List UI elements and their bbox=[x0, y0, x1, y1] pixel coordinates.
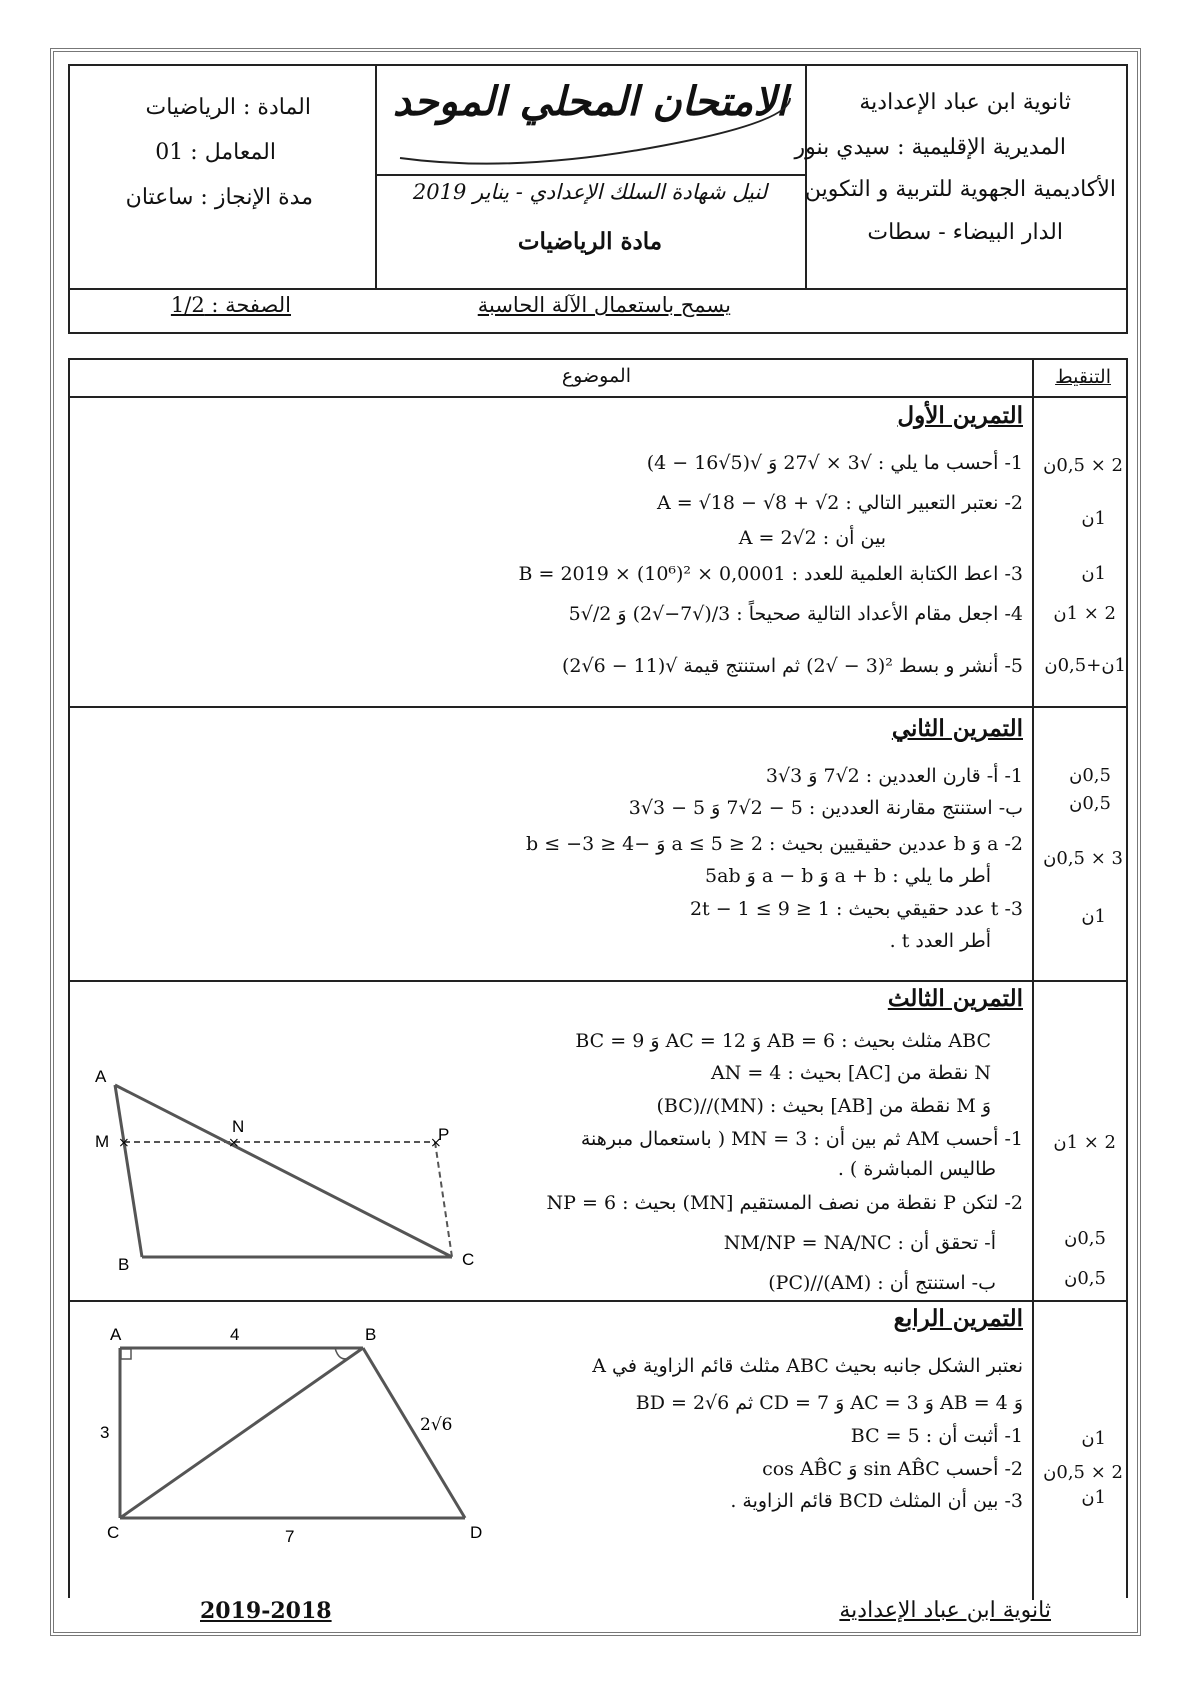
ex2-q2b: أطر ما يلي : a + b وَ a − b وَ 5ab bbox=[705, 865, 991, 887]
ex4-line2: وَ AB = 4 وَ AC = 3 وَ CD = 7 ثم BD = 2√6 bbox=[635, 1392, 1023, 1414]
ex2-q1b: ب- استنتج مقارنة العددين : 5 − 2√7 وَ 5 − 3√3 bbox=[628, 797, 1023, 819]
ex3-label-b: B bbox=[118, 1255, 130, 1274]
ex3-label-n: N bbox=[232, 1117, 245, 1136]
ex4-len-cd: 7 bbox=[285, 1527, 295, 1546]
ex4-len-ac: 3 bbox=[100, 1423, 110, 1442]
ex2-pts-3: 3 × 0,5ن bbox=[1043, 848, 1123, 869]
ex3-label-p: P bbox=[438, 1125, 450, 1144]
academy: الأكاديمية الجهوية للتربية و التكوين bbox=[804, 177, 1116, 202]
ex4-pts-3: 1ن bbox=[1081, 1487, 1106, 1508]
footer-year: 2019-2018 bbox=[200, 1598, 332, 1624]
calculator-note: يسمح باستعمال الآلة الحاسبة bbox=[477, 293, 731, 317]
footer-school: ثانوية ابن عباد الإعدادية bbox=[839, 1598, 1051, 1623]
ex3-pts-3: 0,5ن bbox=[1064, 1268, 1106, 1289]
svg-text:×: × bbox=[430, 1135, 442, 1151]
logo-flourish bbox=[390, 78, 800, 178]
ex3-line6: 2- لتكن P نقطة من نصف المستقيم [MN) بحيث : NP = 6 bbox=[546, 1192, 1023, 1214]
ex1-q5: 5- أنشر و بسط ²(3 − √2) ثم استنتج قيمة √(11 − 6√2) bbox=[561, 655, 1023, 677]
ex1-q1: 1- أحسب ما يلي : √3 × √27 وَ √(5√16 − 4) bbox=[646, 452, 1023, 474]
ex4-label-c: C bbox=[107, 1523, 120, 1542]
ex2-q2: 2- a وَ b عددين حقيقيين بحيث : 2 ≤ a ≤ 5 وَ −4 ≤ b ≤ −3 bbox=[526, 833, 1023, 855]
ex3-pts-2: 0,5ن bbox=[1064, 1228, 1106, 1249]
subject-field: المادة : الرياضيات bbox=[145, 95, 311, 120]
ex4-pts-1: 1ن bbox=[1081, 1428, 1106, 1449]
page-number: الصفحة : 1/2 bbox=[170, 293, 291, 317]
ex4-line3: 1- أثبت أن : BC = 5 bbox=[850, 1425, 1023, 1447]
ex1-pts-1: 2 × 0,5ن bbox=[1043, 455, 1123, 476]
ex3-line7: أ- تحقق أن : NM/NP = NA/NC bbox=[723, 1232, 996, 1254]
ex3-title: التمرين الثالث bbox=[887, 985, 1023, 1012]
ex1-q2b: بين أن : A = 2√2 bbox=[738, 527, 886, 549]
ex1-q4: 4- اجعل مقام الأعداد التالية صحيحاً : 3/(√7−√2) وَ 2/√5 bbox=[568, 603, 1023, 625]
duration-field: مدة الإنجاز : ساعتان bbox=[125, 185, 313, 210]
ex3-line8: ب- استنتج أن : (AM)//(PC) bbox=[768, 1272, 996, 1294]
exam-subject: مادة الرياضيات bbox=[517, 228, 663, 255]
ex3-label-c: C bbox=[462, 1250, 475, 1269]
exam-session: لنيل شهادة السلك الإعدادي - يناير 2019 bbox=[412, 180, 768, 204]
ex4-label-a: A bbox=[110, 1325, 122, 1344]
ex3-line3: وَ M نقطة من [AB] بحيث : (MN)//(BC) bbox=[656, 1095, 991, 1117]
ex4-line4: 2- أحسب sin AB̂C وَ cos AB̂C bbox=[762, 1458, 1023, 1480]
ex4-len-ab: 4 bbox=[230, 1325, 240, 1344]
ex2-q1: 1- أ- قارن العددين : 2√7 وَ 3√3 bbox=[765, 765, 1023, 787]
ex1-pts-3: 1ن bbox=[1081, 563, 1106, 584]
ex2-title: التمرين الثاني bbox=[891, 715, 1023, 742]
ex4-label-d: D bbox=[470, 1523, 483, 1542]
ex3-line5: طاليس المباشرة ) . bbox=[837, 1158, 996, 1180]
ex3-line1: ABC مثلث بحيث : AB = 6 وَ AC = 12 وَ BC = 9 bbox=[575, 1030, 991, 1052]
school-name: ثانوية ابن عباد الإعدادية bbox=[859, 90, 1071, 115]
svg-text:×: × bbox=[228, 1135, 240, 1151]
ex1-pts-5: 1ن+0,5ن bbox=[1044, 655, 1126, 676]
ex4-label-b: B bbox=[365, 1325, 377, 1344]
ex2-pts-2: 0,5ن bbox=[1069, 793, 1111, 814]
ex1-title: التمرين الأول bbox=[897, 402, 1023, 429]
subject-header: الموضوع bbox=[561, 365, 631, 387]
region: الدار البيضاء - سطات bbox=[867, 220, 1063, 245]
ex4-line5: 3- بين أن المثلث BCD قائم الزاوية . bbox=[730, 1490, 1023, 1512]
points-header: التنقيط bbox=[1055, 366, 1111, 388]
ex4-pts-2: 2 × 0,5ن bbox=[1043, 1462, 1123, 1483]
svg-text:×: × bbox=[118, 1135, 130, 1151]
ex2-q3: 3- t عدد حقيقي بحيث : 1 ≤ 2t − 1 ≤ 9 bbox=[689, 898, 1023, 920]
ex1-q3: 3- اعط الكتابة العلمية للعدد : B = 2019 × (10⁶)² × 0,0001 bbox=[518, 563, 1023, 585]
ex3-pts-1: 2 × 1ن bbox=[1053, 1132, 1116, 1153]
directorate: المديرية الإقليمية : سيدي بنور bbox=[794, 135, 1066, 160]
exam-logo: الامتحان المحلي الموحد bbox=[392, 78, 788, 125]
ex3-line2: N نقطة من [AC] بحيث : AN = 4 bbox=[710, 1062, 991, 1084]
ex4-title: التمرين الرابع bbox=[893, 1305, 1023, 1332]
ex3-line4: 1- أحسب AM ثم بين أن : MN = 3 ( باستعمال مبرهنة bbox=[580, 1128, 1023, 1150]
ex1-q2: 2- نعتبر التعبير التالي : A = √18 − √8 + √2 bbox=[656, 492, 1023, 514]
coefficient-field: المعامل : 01 bbox=[155, 140, 276, 165]
ex1-pts-2: 1ن bbox=[1081, 508, 1106, 529]
ex3-figure bbox=[90, 1060, 510, 1280]
ex2-q3b: أطر العدد t . bbox=[889, 930, 991, 952]
ex3-label-a: A bbox=[95, 1067, 107, 1086]
ex2-pts-4: 1ن bbox=[1081, 906, 1106, 927]
ex4-line1: نعتبر الشكل جانبه بحيث ABC مثلث قائم الزاوية في A bbox=[592, 1355, 1023, 1377]
ex4-len-bd: 2√6 bbox=[420, 1415, 453, 1435]
ex1-pts-4: 2 × 1ن bbox=[1053, 603, 1116, 624]
ex3-label-m: M bbox=[95, 1132, 110, 1151]
ex2-pts-1: 0,5ن bbox=[1069, 765, 1111, 786]
ex4-figure bbox=[95, 1320, 515, 1550]
